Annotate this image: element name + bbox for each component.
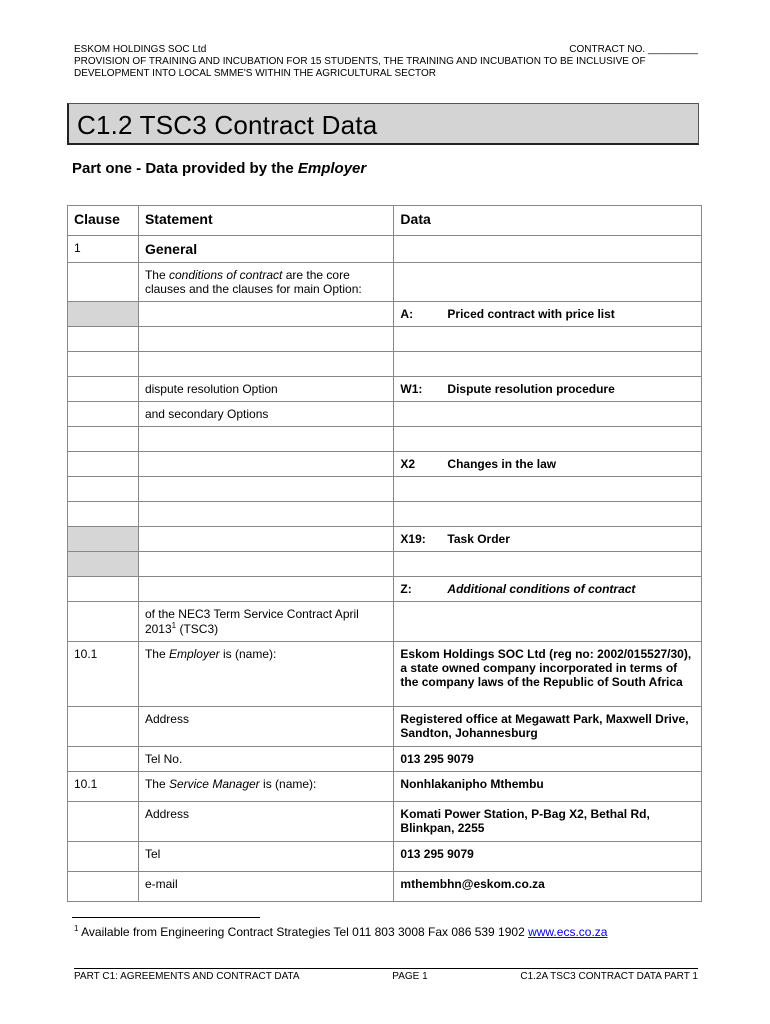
empty-cell	[68, 402, 139, 427]
empty-cell	[68, 707, 139, 747]
employer-address-label: Address	[138, 707, 393, 747]
option-z: Z: Additional conditions of contract	[394, 577, 702, 602]
service-manager-address-value: Komati Power Station, P-Bag X2, Bethal Rd, Blinkpan, 2255	[394, 802, 702, 842]
empty-cell	[138, 577, 393, 602]
table-row	[68, 747, 702, 772]
table-row	[68, 602, 702, 642]
footnote-divider	[72, 917, 260, 918]
table-row	[68, 352, 702, 377]
empty-cell	[68, 377, 139, 402]
empty-cell	[394, 327, 702, 352]
employer-value: Eskom Holdings SOC Ltd (reg no: 2002/015527/30), a state owned company incorporated in terms of the company laws of the Republic of South Africa	[394, 642, 702, 707]
header-clause: Clause	[68, 206, 139, 236]
option-w1: W1: Dispute resolution procedure	[394, 377, 702, 402]
shaded-cell	[68, 527, 139, 552]
empty-cell	[68, 477, 139, 502]
part-heading-prefix: Part one - Data provided by the	[72, 160, 298, 177]
empty-cell	[68, 872, 139, 902]
empty-cell	[138, 527, 393, 552]
secondary-label: and secondary Options	[138, 402, 393, 427]
header-line-3: DEVELOPMENT INTO LOCAL SMME'S WITHIN THE AGRICULTURAL SECTOR	[74, 68, 436, 79]
general-clause: 1	[68, 236, 139, 263]
table-row	[68, 377, 702, 402]
contract-data-table	[67, 205, 702, 902]
shaded-cell	[68, 302, 139, 327]
empty-cell	[68, 427, 139, 452]
table-row	[68, 427, 702, 452]
service-manager-clause: 10.1	[68, 772, 139, 802]
empty-cell	[68, 352, 139, 377]
table-row	[68, 577, 702, 602]
table-row	[68, 302, 702, 327]
table-row	[68, 802, 702, 842]
empty-cell	[68, 263, 139, 302]
employer-tel-label: Tel No.	[138, 747, 393, 772]
table-row	[68, 477, 702, 502]
footer-left: PART C1: AGREEMENTS AND CONTRACT DATA	[74, 971, 300, 982]
empty-cell	[138, 427, 393, 452]
service-manager-tel-label: Tel	[138, 842, 393, 872]
empty-cell	[394, 477, 702, 502]
table-row	[68, 527, 702, 552]
empty-cell	[68, 747, 139, 772]
empty-cell	[68, 602, 139, 642]
empty-cell	[138, 502, 393, 527]
service-manager-tel-value: 013 295 9079	[394, 842, 702, 872]
service-manager-value: Nonhlakanipho Mthembu	[394, 772, 702, 802]
empty-cell	[394, 352, 702, 377]
table-row	[68, 642, 702, 707]
footnote-text: Available from Engineering Contract Strategies Tel 011 803 3008 Fax 086 539 1902	[78, 925, 529, 939]
footnote-link[interactable]: www.ecs.co.za	[528, 925, 608, 939]
empty-cell	[394, 236, 702, 263]
service-manager-email-value: mthembhn@eskom.co.za	[394, 872, 702, 902]
table-row	[68, 772, 702, 802]
option-x19: X19: Task Order	[394, 527, 702, 552]
empty-cell	[68, 802, 139, 842]
table-row	[68, 263, 702, 302]
empty-cell	[138, 477, 393, 502]
table-row	[68, 452, 702, 477]
header-data: Data	[394, 206, 702, 236]
empty-cell	[394, 402, 702, 427]
employer-tel-value: 013 295 9079	[394, 747, 702, 772]
empty-cell	[138, 552, 393, 577]
empty-cell	[138, 352, 393, 377]
empty-cell	[394, 263, 702, 302]
general-label: General	[138, 236, 393, 263]
service-manager-label: The Service Manager is (name):	[138, 772, 393, 802]
employer-label: The Employer is (name):	[138, 642, 393, 707]
empty-cell	[394, 502, 702, 527]
empty-cell	[394, 602, 702, 642]
part-heading-employer: Employer	[297, 160, 367, 177]
table-row	[68, 327, 702, 352]
table-header-row	[68, 206, 702, 236]
empty-cell	[68, 577, 139, 602]
page-footer	[74, 968, 698, 982]
shaded-cell	[68, 552, 139, 577]
title-box	[67, 103, 699, 145]
conditions-statement: The conditions of contract are the core clauses and the clauses for main Option:	[138, 263, 393, 302]
employer-address-value: Registered office at Megawatt Park, Maxwell Drive, Sandton, Johannesburg	[394, 707, 702, 747]
page-header	[74, 44, 698, 80]
empty-cell	[68, 327, 139, 352]
table-row	[68, 552, 702, 577]
contract-number: CONTRACT NO. _________	[569, 44, 698, 55]
part-heading	[72, 160, 366, 177]
header-line-2: PROVISION OF TRAINING AND INCUBATION FOR 15 STUDENTS, THE TRAINING AND INCUBATION TO BE INCLUSIVE OF	[74, 56, 646, 67]
table-row	[68, 236, 702, 263]
empty-cell	[138, 302, 393, 327]
table-row	[68, 707, 702, 747]
option-x2: X2 Changes in the law	[394, 452, 702, 477]
table-row	[68, 842, 702, 872]
footnote-marker: 1	[74, 924, 79, 933]
dispute-label: dispute resolution Option	[138, 377, 393, 402]
header-statement: Statement	[138, 206, 393, 236]
page-title: C1.2 TSC3 Contract Data	[77, 110, 378, 140]
footer-page: PAGE 1	[392, 971, 428, 982]
empty-cell	[68, 502, 139, 527]
employer-clause: 10.1	[68, 642, 139, 707]
service-manager-email-label: e-mail	[138, 872, 393, 902]
table-row	[68, 402, 702, 427]
empty-cell	[138, 452, 393, 477]
service-manager-address-label: Address	[138, 802, 393, 842]
table-row	[68, 872, 702, 902]
footnote	[74, 924, 607, 939]
company-name: ESKOM HOLDINGS SOC Ltd	[74, 44, 207, 55]
empty-cell	[138, 327, 393, 352]
option-a: A: Priced contract with price list	[394, 302, 702, 327]
table-row	[68, 502, 702, 527]
empty-cell	[68, 842, 139, 872]
footer-right: C1.2A TSC3 CONTRACT DATA PART 1	[520, 971, 698, 982]
empty-cell	[68, 452, 139, 477]
empty-cell	[394, 552, 702, 577]
nec3-statement: of the NEC3 Term Service Contract April 2013$^1$ (TSC3)	[138, 602, 393, 642]
empty-cell	[394, 427, 702, 452]
